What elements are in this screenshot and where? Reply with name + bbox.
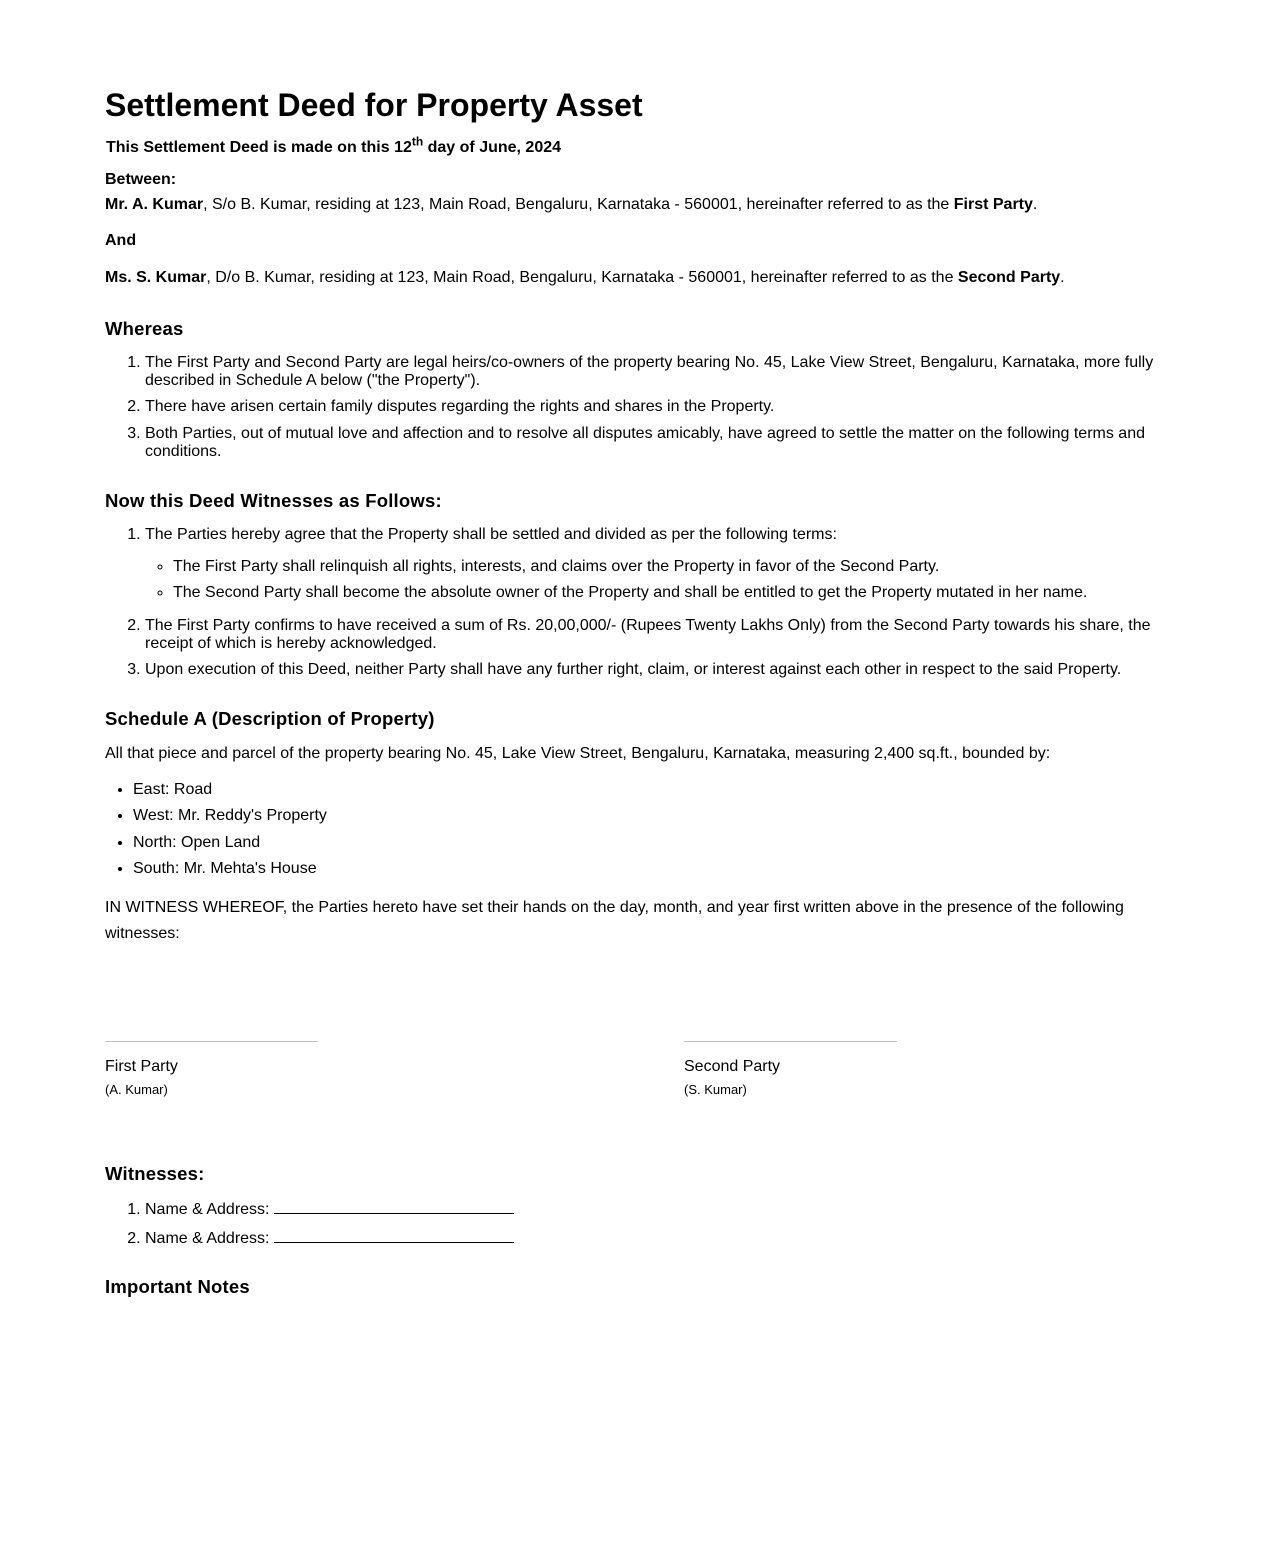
second-party-details: , D/o B. Kumar, residing at 123, Main Road, Bengaluru, Karnataka - 560001, hereinafter referred to as the bbox=[206, 269, 958, 287]
list-item: • South: Mr. Mehta's House bbox=[133, 860, 1158, 878]
second-party-name: Ms. S. Kumar bbox=[105, 269, 207, 287]
term-text: The Parties hereby agree that the Property shall be settled and divided as per the following terms: bbox=[145, 525, 837, 543]
list-item bbox=[145, 526, 1158, 603]
first-party-signature bbox=[105, 1041, 318, 1097]
deed-date-line bbox=[106, 134, 1158, 157]
first-party-details: , S/o B. Kumar, residing at 123, Main Road, Bengaluru, Karnataka - 560001, hereinafter referred to as the bbox=[203, 196, 954, 214]
list-item: 2. The First Party confirms to have received a sum of Rs. 20,00,000/- (Rupees Twenty Lakhs Only) from the Second Party towards his share, the receipt of which is hereby acknowledged. bbox=[145, 617, 1158, 654]
date-suffix: day of June, 2024 bbox=[423, 139, 562, 157]
witness-label: Name & Address: bbox=[145, 1229, 270, 1247]
terms-list bbox=[105, 526, 1158, 680]
signature-title: First Party bbox=[105, 1058, 178, 1076]
signature-name: (S. Kumar) bbox=[684, 1082, 747, 1098]
list-item: 1. The First Party and Second Party are legal heirs/co-owners of the property bearing No. 45, Lake View Street, Bengaluru, Karnataka, more fully described in Schedule A below ("the Property"). bbox=[145, 354, 1158, 391]
signature-line bbox=[105, 1041, 318, 1042]
date-ordinal: th bbox=[411, 134, 424, 149]
first-party-line bbox=[105, 195, 1158, 214]
and-label: And bbox=[105, 232, 137, 250]
witness-whereof-text: IN WITNESS WHEREOF, the Parties hereto have set their hands on the day, month, and year first written above in the presence of the following witnesses: bbox=[105, 898, 1124, 942]
second-party-signature bbox=[684, 1041, 897, 1097]
sub-terms-list bbox=[145, 558, 1158, 603]
list-item: 3. Upon execution of this Deed, neither Party shall have any further right, claim, or interest against each other in respect to the said Property. bbox=[145, 661, 1158, 679]
first-party-name: Mr. A. Kumar bbox=[105, 196, 204, 214]
whereas-heading: Whereas bbox=[105, 317, 184, 339]
list-item: 3. Both Parties, out of mutual love and affection and to resolve all disputes amicably, have agreed to settle the matter on the following terms and conditions. bbox=[145, 425, 1158, 462]
notes-heading: Important Notes bbox=[105, 1276, 250, 1298]
list-item: • North: Open Land bbox=[133, 834, 1158, 852]
page-title: Settlement Deed for Property Asset bbox=[105, 87, 643, 123]
between-label: Between: bbox=[105, 171, 177, 189]
schedule-heading: Schedule A (Description of Property) bbox=[105, 707, 435, 729]
list-item: • East: Road bbox=[133, 781, 1158, 799]
schedule-intro: All that piece and parcel of the property bearing No. 45, Lake View Street, Bengaluru, Karnataka, measuring 2,400 sq.ft., bounded by: bbox=[105, 744, 1051, 762]
blank-line bbox=[274, 1228, 514, 1243]
second-party-role: Second Party bbox=[957, 269, 1061, 287]
deed-witnesses-heading: Now this Deed Witnesses as Follows: bbox=[105, 489, 442, 511]
signature-title: Second Party bbox=[684, 1058, 781, 1076]
signature-name: (A. Kumar) bbox=[105, 1082, 168, 1098]
first-party-end: . bbox=[1032, 196, 1038, 214]
blank-line bbox=[274, 1199, 514, 1214]
list-item: ◦ The First Party shall relinquish all rights, interests, and claims over the Property in favor of the Second Party. bbox=[173, 558, 1158, 576]
list-item bbox=[145, 1199, 1158, 1219]
first-party-role: First Party bbox=[953, 196, 1033, 214]
signature-line bbox=[684, 1041, 897, 1042]
whereas-list bbox=[105, 354, 1158, 462]
date-prefix: This Settlement Deed is made on this 12 bbox=[106, 139, 412, 157]
witness-label: Name & Address: bbox=[145, 1201, 270, 1219]
signature-row bbox=[105, 1041, 1158, 1111]
second-party-line bbox=[105, 268, 1158, 287]
list-item: 2. There have arisen certain family disputes regarding the rights and shares in the Property. bbox=[145, 398, 1158, 416]
second-party-end: . bbox=[1060, 269, 1065, 287]
witness-list bbox=[105, 1199, 1158, 1248]
list-item bbox=[145, 1228, 1158, 1248]
list-item: ◦ The Second Party shall become the absolute owner of the Property and shall be entitled to get the Property mutated in her name. bbox=[173, 584, 1158, 602]
boundaries-list bbox=[105, 781, 1158, 879]
witnesses-heading: Witnesses: bbox=[105, 1163, 205, 1185]
list-item: • West: Mr. Reddy's Property bbox=[133, 807, 1158, 825]
